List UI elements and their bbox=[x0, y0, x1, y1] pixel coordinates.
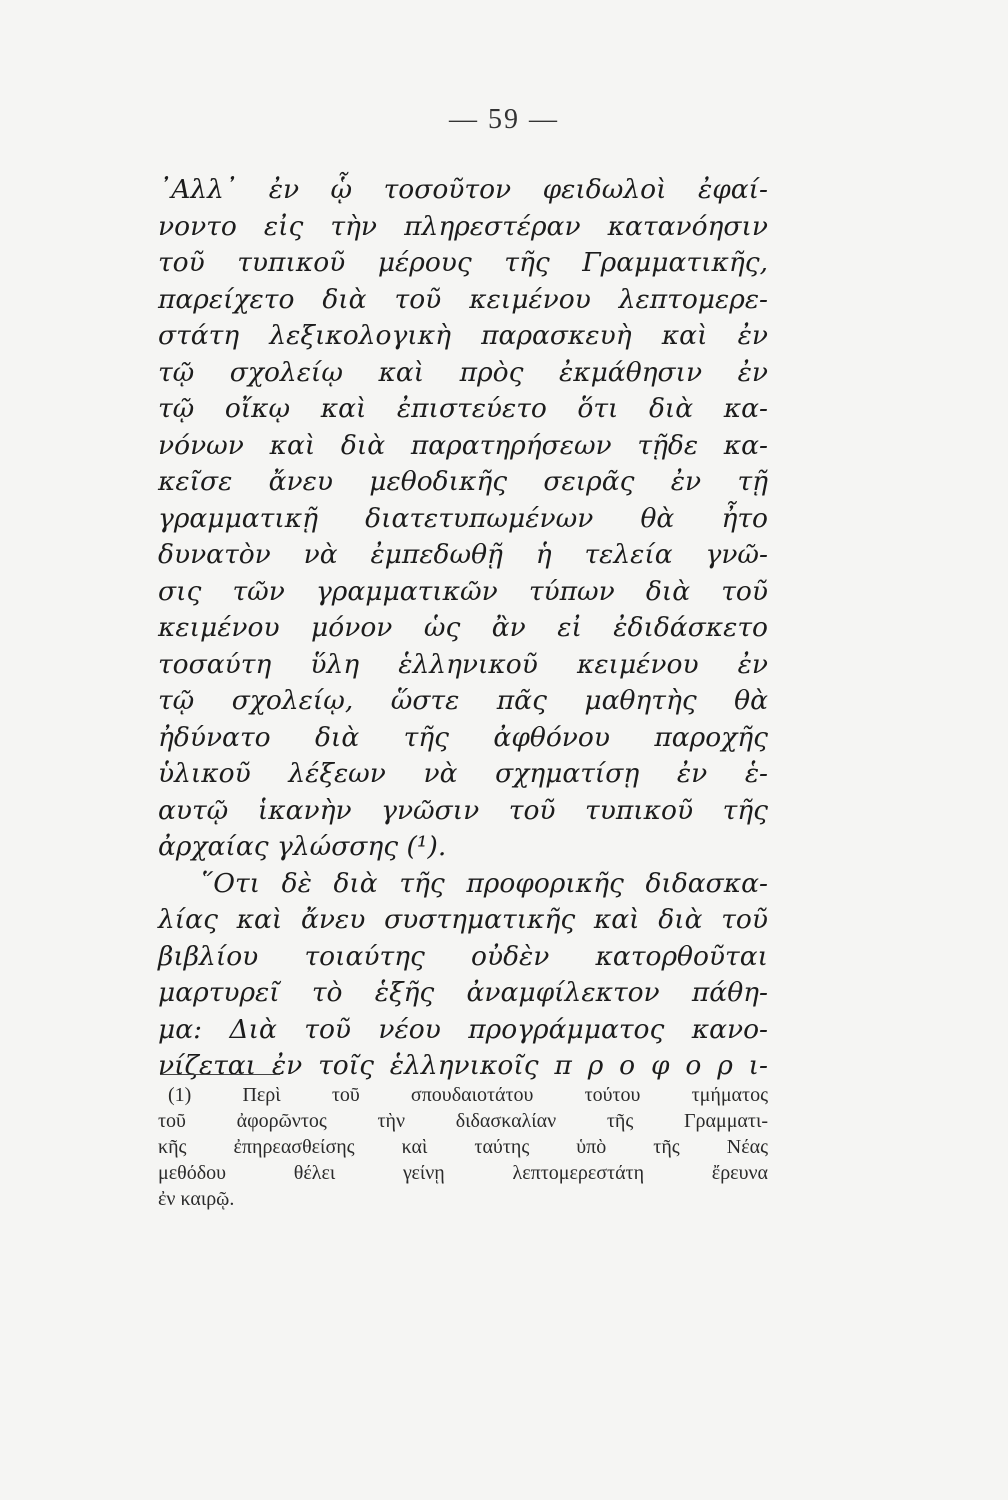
body-line: αυτῷ ἱκανὴν γνῶσιν τοῦ τυπικοῦ τῆς bbox=[158, 794, 768, 826]
body-line: ἠδύνατο διὰ τῆς ἀφθόνου παροχῆς bbox=[158, 721, 768, 753]
page-number: — 59 — bbox=[449, 104, 559, 135]
body-line: λίας καὶ ἄνευ συστηματικῆς καὶ διὰ τοῦ bbox=[158, 904, 768, 935]
body-line: τοῦ τυπικοῦ μέρους τῆς Γραμματικῆς, bbox=[158, 247, 768, 278]
body-line: βιβλίου τοιαύτης οὐδὲν κατορθοῦται bbox=[158, 940, 768, 972]
body-line: νοντο εἰς τὴν πληρεστέραν κατανόησιν bbox=[158, 210, 768, 242]
body-line: ἀρχαίας γλώσσης (¹). bbox=[158, 831, 447, 862]
footnote-line: μεθόδου θέλει γείνῃ λεπτομερεστάτη ἔρευνα bbox=[158, 1162, 768, 1184]
body-line: δυνατὸν νὰ ἐμπεδωθῇ ἡ τελεία γνῶ- bbox=[158, 539, 768, 570]
body-line: νίζεται ἐν τοῖς ἑλληνικοῖς π ρ ο φ ο ρ ι- bbox=[158, 1050, 768, 1081]
body-line: σις τῶν γραμματικῶν τύπων διὰ τοῦ bbox=[158, 575, 768, 607]
body-line: ὑλικοῦ λέξεων νὰ σχηματίσῃ ἐν ἑ- bbox=[158, 758, 768, 789]
body-line: ᾿Αλλ᾿ ἐν ᾧ τοσοῦτον φειδωλοὶ ἐφαί- bbox=[158, 174, 768, 205]
body-line: νόνων καὶ διὰ παρατηρήσεων τῇδε κα- bbox=[158, 429, 768, 461]
body-line: μα: Διὰ τοῦ νέου προγράμματος κανο- bbox=[158, 1013, 768, 1045]
body-line: μαρτυρεῖ τὸ ἑξῆς ἀναμφίλεκτον πάθη- bbox=[158, 977, 768, 1008]
footnote-line: τοῦ ἀφορῶντος τὴν διδασκαλίαν τῆς Γραμματι- bbox=[158, 1110, 768, 1132]
footnote-line: ἐν καιρῷ. bbox=[158, 1188, 235, 1210]
body-line: κειμένου μόνον ὡς ἂν εἰ ἐδιδάσκετο bbox=[158, 612, 768, 643]
footnote-divider bbox=[160, 1074, 280, 1075]
body-line: τῷ οἴκῳ καὶ ἐπιστεύετο ὅτι διὰ κα- bbox=[158, 393, 768, 424]
body-line: ῞Οτι δὲ διὰ τῆς προφορικῆς διδασκα- bbox=[200, 867, 768, 899]
footnote-line: (1) Περὶ τοῦ σπουδαιοτάτου τούτου τμήματος bbox=[168, 1084, 768, 1106]
body-line: παρείχετο διὰ τοῦ κειμένου λεπτομερε- bbox=[158, 283, 768, 315]
body-line: στάτη λεξικολογικὴ παρασκευὴ καὶ ἐν bbox=[158, 320, 768, 351]
body-line: τῷ σχολείῳ καὶ πρὸς ἐκμάθησιν ἐν bbox=[158, 356, 768, 388]
body-line: κεῖσε ἄνευ μεθοδικῆς σειρᾶς ἐν τῇ bbox=[158, 466, 768, 497]
footnote-line: κῆς ἐπηρεασθείσης καὶ ταύτης ὑπὸ τῆς Νέας bbox=[158, 1136, 768, 1158]
body-line: γραμματικῇ διατετυπωμένων θὰ ἦτο bbox=[158, 502, 768, 534]
body-text bbox=[158, 172, 768, 1085]
body-line: τοσαύτη ὕλη ἑλληνικοῦ κειμένου ἐν bbox=[158, 648, 768, 680]
body-line: τῷ σχολείῳ, ὥστε πᾶς μαθητὴς θὰ bbox=[158, 685, 768, 716]
footnote bbox=[158, 1082, 768, 1212]
